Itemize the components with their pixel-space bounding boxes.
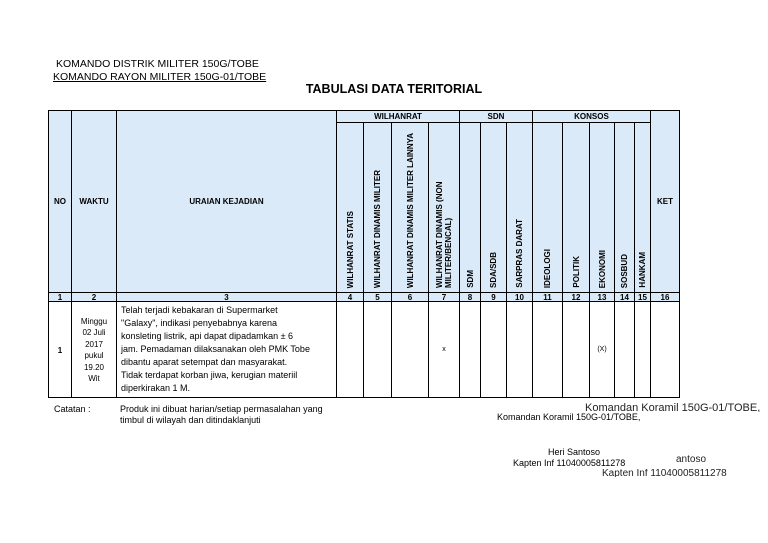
cell-col9 <box>481 302 507 398</box>
unit-name-koramil: KOMANDO RAYON MILITER 150G-01/TOBE <box>53 71 267 83</box>
header-group-sdn: SDN <box>460 111 533 123</box>
header-group-wilhanrat: WILHANRAT <box>337 111 460 123</box>
document-title: TABULASI DATA TERITORIAL <box>305 82 483 96</box>
header-wil-dinamis-militer: WILHANRAT DINAMIS MILITER <box>364 123 392 293</box>
column-number-cell: 7 <box>429 293 460 302</box>
cell-col5 <box>364 302 392 398</box>
column-number-cell: 1 <box>49 293 72 302</box>
signatory-rank: Kapten Inf 11040005811278 <box>513 458 626 468</box>
ghost-name-text: antoso <box>676 454 707 465</box>
header-hankam: HANKAM <box>635 123 651 293</box>
ghost-rank-text: Kapten Inf 11040005811278 <box>602 469 727 477</box>
cell-col14 <box>615 302 635 398</box>
column-number-cell: 4 <box>337 293 364 302</box>
cell-col10 <box>507 302 533 398</box>
column-number-cell: 14 <box>615 293 635 302</box>
commander-title: Komandan Koramil 150G-01/TOBE, <box>497 412 641 422</box>
column-number-cell: 16 <box>651 293 680 302</box>
header-no: NO <box>49 111 72 293</box>
header-wil-dinamis-non-militer: WILHANRAT DINAMIS (NON MILITER/BENCAL) <box>429 123 460 293</box>
column-number-cell: 11 <box>533 293 563 302</box>
mark-col7: x <box>429 302 460 398</box>
header-sosbud: SOSBUD <box>615 123 635 293</box>
column-number-row <box>49 293 680 302</box>
row-uraian: Telah terjadi kebakaran di Supermarket "Galaxy", indikasi penyebabnya karena konsleting listrik, api dapat dipadamkan ± 6 jam. Pemadaman dilaksanakan oleh PMK Tobe dibantu aparat setempat dan masyarakat. Tidak terdapat korban jiwa, kerugian materiil diperkirakan 1 M. <box>117 302 337 398</box>
column-number-cell: 5 <box>364 293 392 302</box>
cell-col11 <box>533 302 563 398</box>
header-waktu: WAKTU <box>72 111 117 293</box>
header-sdm: SDM <box>460 123 481 293</box>
header-politik: POLITIK <box>563 123 590 293</box>
catatan-text: Produk ini dibuat harian/setiap permasalahan yang timbul di wilayah dan ditindaklanjuti <box>120 404 323 425</box>
table-row <box>49 302 680 398</box>
cell-col4 <box>337 302 364 398</box>
column-number-cell: 6 <box>392 293 429 302</box>
header-ekonomi: EKONOMI <box>590 123 615 293</box>
mark-col13: (X) <box>590 302 615 398</box>
header-sarpras: SARPRAS DARAT <box>507 123 533 293</box>
row-no: 1 <box>49 302 72 398</box>
column-number-cell: 10 <box>507 293 533 302</box>
cell-col8 <box>460 302 481 398</box>
header-uraian: URAIAN KEJADIAN <box>117 111 337 293</box>
cell-col6 <box>392 302 429 398</box>
catatan-label: Catatan : <box>54 404 91 414</box>
row-waktu: Minggu 02 Juli 2017 pukul 19.20 Wit <box>72 302 117 398</box>
column-number-cell: 3 <box>117 293 337 302</box>
ghost-commander-text: Komandan Koramil 150G-01/TOBE, <box>585 403 761 412</box>
cell-col12 <box>563 302 590 398</box>
header-wil-dinamis-militer-lainnya: WILHANRAT DINAMIS MILITER LAINNYA <box>392 123 429 293</box>
column-number-cell: 9 <box>481 293 507 302</box>
signatory-name: Heri Santoso <box>548 447 601 457</box>
header-group-konsos: KONSOS <box>533 111 651 123</box>
column-number-cell: 13 <box>590 293 615 302</box>
column-number-cell: 8 <box>460 293 481 302</box>
cell-col16 <box>651 302 680 398</box>
unit-name-kodim: KOMANDO DISTRIK MILITER 150G/TOBE <box>56 58 259 70</box>
header-wil-statis: WILHANRAT STATIS <box>337 123 364 293</box>
header-sda: SDA/SDB <box>481 123 507 293</box>
header-ideologi: IDEOLOGI <box>533 123 563 293</box>
cell-col15 <box>635 302 651 398</box>
territorial-data-table <box>48 110 680 398</box>
column-number-cell: 15 <box>635 293 651 302</box>
header-ket: KET <box>651 111 680 293</box>
column-number-cell: 12 <box>563 293 590 302</box>
column-number-cell: 2 <box>72 293 117 302</box>
